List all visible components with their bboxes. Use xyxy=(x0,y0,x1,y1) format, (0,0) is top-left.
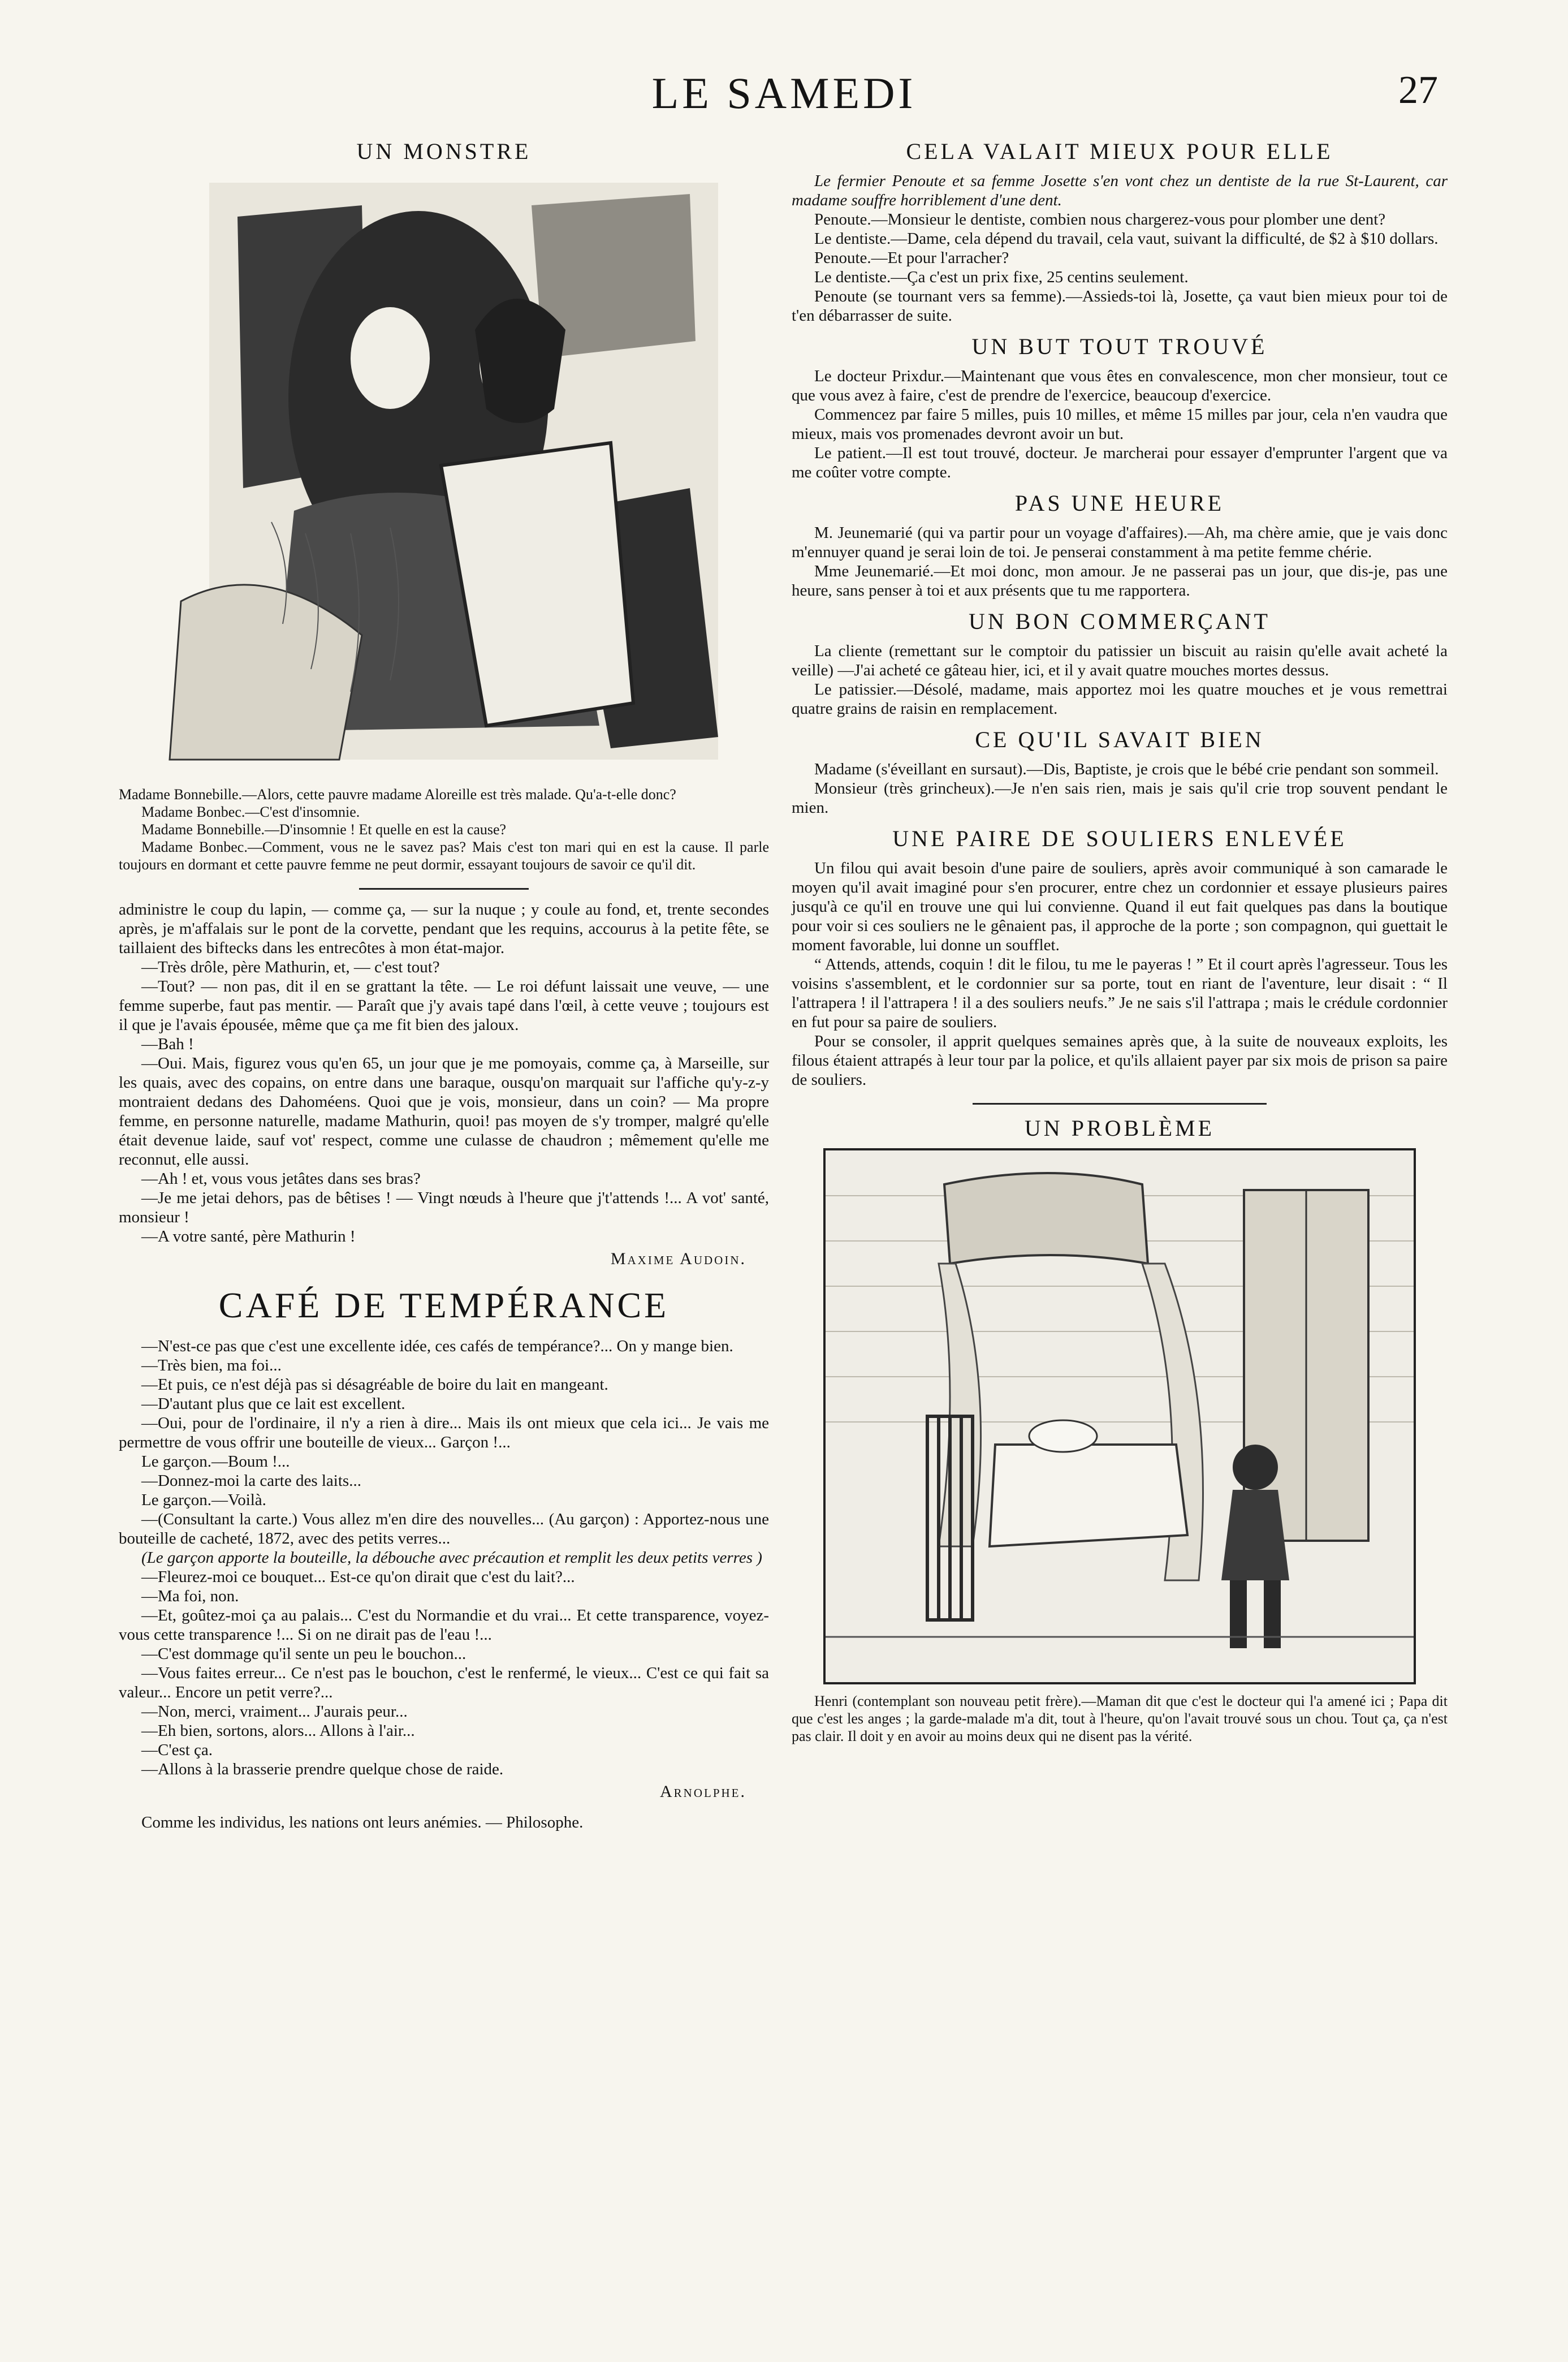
paragraph: —Bah ! xyxy=(141,1035,194,1053)
paragraph: M. Jeunemarié (qui va partir pour un voyage d'affaires).—Ah, ma chère amie, que je vais donc m'ennuyer quand je serai loin de toi. Je penserai constamment à ma petite femme chérie. xyxy=(792,524,1448,561)
section-title-cafe: CAFÉ DE TEMPÉRANCE xyxy=(218,1285,669,1325)
page-number: 27 xyxy=(1398,68,1438,112)
caption-line: Madame Bonnebille.—Alors, cette pauvre madame Aloreille est très malade. Qu'a-t-elle donc? xyxy=(119,786,676,803)
left-column xyxy=(119,130,769,1832)
paragraph: —Eh bien, sortons, alors... Allons à l'air... xyxy=(141,1722,415,1740)
publication-title: LE SAMEDI xyxy=(651,68,917,118)
paragraph: Mme Jeunemarié.—Et moi donc, mon amour. Je ne passerai pas un jour, que dis-je, pas une heure, sans penser à toi et aux présents que tu me rapportera. xyxy=(792,562,1448,600)
paragraph: —Donnez-moi la carte des laits... xyxy=(141,1472,361,1490)
page-header xyxy=(0,0,1568,130)
section-title-monstre: UN MONSTRE xyxy=(356,139,532,164)
paragraph: —C'est dommage qu'il sente un peu le bouchon... xyxy=(141,1645,466,1663)
paragraph: —Fleurez-moi ce bouquet... Est-ce qu'on dirait que c'est du lait?... xyxy=(141,1568,575,1586)
paragraph: Le garçon.—Voilà. xyxy=(141,1491,266,1509)
paragraph: Le patissier.—Désolé, madame, mais apportez moi les quatre mouches et je vous remettrai quatre grains de raisin en remplacement. xyxy=(792,680,1448,718)
illustration-two-women xyxy=(124,171,763,782)
paragraph: —Et puis, ce n'est déjà pas si désagréable de boire du lait en mangeant. xyxy=(141,1376,608,1394)
paragraph: administre le coup du lapin, — comme ça, — sur la nuque ; y coule au fond, et, trente secondes après, je m'affalais sur le pont de la corvette, pendant que les requins, accourus à la petite fête, se taillaient des biftecks dans les entrecôtes à mon état-major. xyxy=(119,900,769,957)
illustration-two-women-drawing xyxy=(124,171,763,782)
story-souliers xyxy=(792,859,1448,1089)
paragraph: —A votre santé, père Mathurin ! xyxy=(141,1227,356,1245)
paragraph: —Ah ! et, vous vous jetâtes dans ses bras? xyxy=(141,1170,421,1188)
caption-line: Madame Bonnebille.—D'insomnie ! Et quelle en est la cause? xyxy=(141,821,507,838)
caption-monstre xyxy=(119,786,769,873)
paragraph: —C'est ça. xyxy=(141,1741,213,1759)
section-title-probleme: UN PROBLÈME xyxy=(1024,1115,1215,1141)
paragraph: —D'autant plus que ce lait est excellent. xyxy=(141,1395,405,1413)
section-title-but: UN BUT TOUT TROUVÉ xyxy=(971,334,1268,359)
caption-line: Madame Bonbec.—Comment, vous ne le savez pas? Mais c'est ton mari qui en est la cause. Il parle toujours en dormant et cette pauvre femme ne peut dormir, essayant toujours de savoir ce qu'il dit. xyxy=(119,839,769,873)
paragraph: Commencez par faire 5 milles, puis 10 milles, et même 15 milles par jour, cela n'en vaudra que mieux, mais vos promenades devront avoir un but. xyxy=(792,406,1448,443)
paragraph: —Ma foi, non. xyxy=(141,1587,239,1605)
paragraph: —Je me jetai dehors, pas de bêtises ! — Vingt nœuds à l'heure que j't'attends !... A vot' santé, monsieur ! xyxy=(119,1189,769,1226)
paragraph: —Allons à la brasserie prendre quelque chose de raide. xyxy=(141,1760,504,1778)
paragraph: Le dentiste.—Dame, cela dépend du travail, cela vaut, suivant la difficulté, de $2 à $10 dollars. xyxy=(814,230,1439,248)
paragraph: “ Attends, attends, coquin ! dit le filou, tu me le payeras ! ” Et il court après l'agresseur. Tous les voisins s'assemblent, et le cordonnier sur sa porte, tout en riant de l'aventure, leur disait : “ Il l'attrapera ! il l'attrapera ! il a des souliers neufs.” Je ne sais s'il l'attrapa ; mais le crédule cordonnier en fut pour sa paire de souliers. xyxy=(792,955,1448,1031)
paragraph: —Très drôle, père Mathurin, et, — c'est tout? xyxy=(141,958,440,976)
story-heure xyxy=(792,523,1448,600)
caption-line: Madame Bonbec.—C'est d'insomnie. xyxy=(141,804,360,820)
caption-line: Henri (contemplant son nouveau petit frère).—Maman dit que c'est le docteur qui l'a amené ici ; Papa dit que c'est les anges ; la garde-malade m'a dit, tout à l'heure, qu'on l'avait trouvé sous un chou. Tout ça, ça n'est pas clair. Il doit y en avoir au moins deux qui ne disent pas la vérité. xyxy=(792,1693,1448,1744)
divider xyxy=(973,1103,1267,1105)
story-cafe xyxy=(119,1337,769,1832)
signature-audoin: Maxime Audoin. xyxy=(610,1249,746,1268)
paragraph: —Oui. Mais, figurez vous qu'en 65, un jour que je me pomoyais, comme ça, à Marseille, sur les quais, avec des copains, on entre dans une baraque, ousqu'on marquait sur l'affiche qu'y-z-y montraient dedans des Dahoméens. Quoi que je vois, monsieur, dans un coin? — Ma propre femme, en personne naturelle, madame Mathurin, quoi! pas moyen de s'y tromper, malgré qu'elle était devenue laide, sauf vot' respect, comme une culasse de chaudron ; mêmement qu'elle me reconnut, elle aussi. xyxy=(119,1054,769,1169)
story-savait xyxy=(792,760,1448,817)
section-title-heure: PAS UNE HEURE xyxy=(1014,490,1225,516)
paragraph: —Et, goûtez-moi ça au palais... C'est du Normandie et du vrai... Et cette transparence, voyez-vous cette transparence !... Si on ne dirait pas de l'eau !... xyxy=(119,1606,769,1644)
paragraph: —Tout? — non pas, dit il en se grattant la tête. — Le roi défunt laissait une veuve, — une femme superbe, faut pas mentir. — Paraît que j'y avais tapé dans l'œil, à cette veuve ; toujours est il que je l'avais épousée, même que ça me fit bien des jaloux. xyxy=(119,977,769,1034)
paragraph: Madame (s'éveillant en sursaut).—Dis, Baptiste, je crois que le bébé crie pendant son sommeil. xyxy=(814,760,1439,778)
paragraph: —(Consultant la carte.) Vous allez m'en dire des nouvelles... (Au garçon) : Apportez-nous une bouteille de cacheté, 1872, avec des petits verres... xyxy=(119,1510,769,1548)
paragraph: Le patient.—Il est tout trouvé, docteur. Je marcherai pour essayer d'emprunter l'argent que va me coûter votre compte. xyxy=(792,444,1448,481)
paragraph: —N'est-ce pas que c'est une excellente idée, ces cafés de tempérance?... On y mange bien. xyxy=(141,1337,733,1355)
signature-arnolphe: Arnolphe. xyxy=(659,1782,746,1801)
paragraph: (Le garçon apporte la bouteille, la débouche avec précaution et remplit les deux petits verres ) xyxy=(141,1549,762,1567)
section-title-souliers: UNE PAIRE DE SOULIERS ENLEVÉE xyxy=(892,826,1347,851)
paragraph: Penoute.—Et pour l'arracher? xyxy=(814,249,1009,267)
paragraph: Le garçon.—Boum !... xyxy=(141,1452,290,1471)
illustration-bedroom-drawing xyxy=(826,1150,1414,1682)
paragraph: —Vous faites erreur... Ce n'est pas le bouchon, c'est le renfermé, le vieux... C'est ce qui fait sa valeur... Encore un petit verre?... xyxy=(119,1664,769,1701)
paragraph: Pour se consoler, il apprit quelques semaines après que, à la suite de nouveaux exploits, les filous étaient attrapés à leur tour par la police, et qu'ils allaient payer par six mois de prison sa paire de souliers. xyxy=(792,1032,1448,1089)
paragraph: Penoute (se tournant vers sa femme).—Assieds-toi là, Josette, ça vaut bien mieux pour toi de t'en débarrasser de suite. xyxy=(792,287,1448,325)
section-title-cela: CELA VALAIT MIEUX POUR ELLE xyxy=(906,139,1333,164)
section-title-commercant: UN BON COMMERÇANT xyxy=(969,609,1271,634)
divider xyxy=(359,888,529,890)
story-cela xyxy=(792,171,1448,325)
story-commercant xyxy=(792,641,1448,718)
paragraph: La cliente (remettant sur le comptoir du patissier un biscuit au raisin qu'elle avait acheté la veille) —J'ai acheté ce gâteau hier, ici, et il y avait quatre mouches mortes dessus. xyxy=(792,642,1448,679)
paragraph: Le fermier Penoute et sa femme Josette s'en vont chez un dentiste de la rue St-Laurent, car madame souffre horriblement d'une dent. xyxy=(792,172,1448,209)
right-column xyxy=(792,130,1448,1745)
paragraph: Penoute.—Monsieur le dentiste, combien nous chargerez-vous pour plomber une dent? xyxy=(814,210,1386,229)
illustration-bedroom xyxy=(823,1148,1416,1684)
paragraph: Le dentiste.—Ça c'est un prix fixe, 25 centins seulement. xyxy=(814,268,1189,286)
story-mathurin xyxy=(119,900,769,1269)
paragraph: Un filou qui avait besoin d'une paire de souliers, après avoir communiqué à son camarade le moyen qu'il avait imaginé pour s'en procurer, entre chez un cordonnier et essaye plusieurs paires jusqu'à ce qu'il en trouve une qui lui convienne. Quand il eut fait quelques pas dans la boutique pour voir si ces souliers ne le gênaient pas, il approche de la porte ; son compagnon, qui guettait le moment favorable, lui donne un soufflet. xyxy=(792,859,1448,954)
paragraph: Le docteur Prixdur.—Maintenant que vous êtes en convalescence, mon cher monsieur, tout ce que vous avez à faire, c'est de prendre de l'exercice, beaucoup d'exercice. xyxy=(792,367,1448,404)
paragraph: Monsieur (très grincheux).—Je n'en sais rien, mais je sais qu'il crie trop souvent pendant le mien. xyxy=(792,779,1448,817)
paragraph: —Non, merci, vraiment... J'aurais peur... xyxy=(141,1702,408,1721)
paragraph: —Très bien, ma foi... xyxy=(141,1356,282,1374)
caption-probleme xyxy=(792,1692,1448,1745)
closing-line: Comme les individus, les nations ont leurs anémies. — Philosophe. xyxy=(141,1813,584,1831)
section-title-savait: CE QU'IL SAVAIT BIEN xyxy=(975,727,1264,752)
paragraph: —Oui, pour de l'ordinaire, il n'y a rien à dire... Mais ils ont mieux que cela ici... Je vais me permettre de vous offrir une bouteille de vieux... Garçon !... xyxy=(119,1414,769,1451)
story-but xyxy=(792,367,1448,482)
